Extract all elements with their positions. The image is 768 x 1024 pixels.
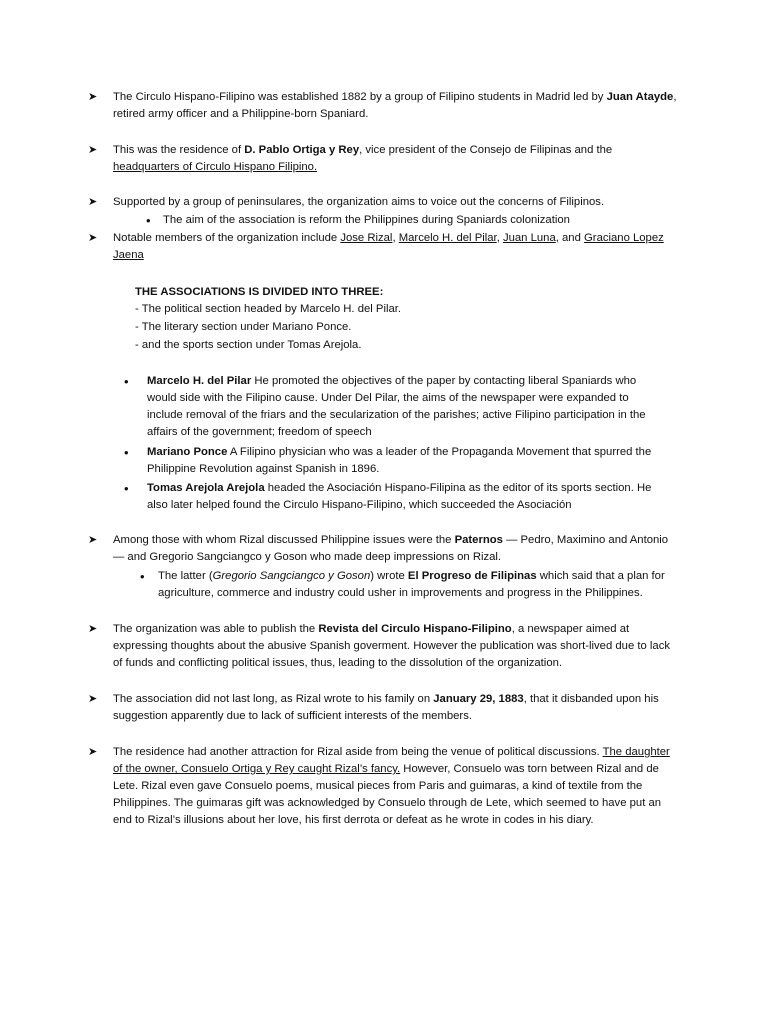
divisions-heading: THE ASSOCIATIONS IS DIVIDED INTO THREE: xyxy=(135,286,384,298)
member-luna: Juan Luna xyxy=(502,232,556,244)
paternos-bold: Paternos xyxy=(454,534,503,546)
arrow-bullet-icon: ➤ xyxy=(88,196,98,208)
progreso-title: El Progreso de Filipinas xyxy=(407,570,537,582)
owner-name: D. Pablo Ortiga y Rey xyxy=(244,144,360,156)
consuelo-underlined: The daughter of the owner, Consuelo Ortiga y Rey caught Rizal’s fancy. xyxy=(113,746,670,775)
member-arejola-entry: Tomas Arejola Arejola headed the Asociación Hispano-Filipina as the editor of its sports section. He also later helped found the Circulo Hispano-Filipino, which succeeded the Asociación xyxy=(147,482,652,511)
round-bullet-icon: • xyxy=(124,374,129,389)
round-bullet-icon: • xyxy=(124,445,129,460)
paragraph-residence: This was the residence of D. Pablo Ortiga y Rey, vice president of the Consejo de Filipinas and the headquarters of Circulo Hispano Filipino. xyxy=(113,144,613,173)
round-bullet-icon: • xyxy=(140,569,145,584)
paragraph-members: Notable members of the organization include Jose Rizal, Marcelo H. del Pilar, Juan Luna, and Graciano Lopez Jaena xyxy=(113,232,664,261)
arrow-bullet-icon: ➤ xyxy=(88,144,98,156)
round-bullet-icon: • xyxy=(146,213,151,228)
paragraph-supported: Supported by a group of peninsulares, the organization aims to voice out the concerns of Filipinos. xyxy=(113,196,605,208)
paragraph-paternos: Among those with whom Rizal discussed Philippine issues were the Paternos — Pedro, Maximino and Antonio — and Gregorio Sangciangco y Goson who made deep impressions on Rizal. xyxy=(113,534,669,563)
paragraph-aim: The aim of the association is reform the Philippines during Spaniards colonization xyxy=(163,214,570,226)
round-bullet-icon: • xyxy=(124,481,129,496)
arrow-bullet-icon: ➤ xyxy=(88,693,98,705)
arrow-bullet-icon: ➤ xyxy=(88,534,98,546)
paragraph-consuelo: The residence had another attraction for Rizal aside from being the venue of political discussions. The daughter of the owner, Consuelo Ortiga y Rey caught Rizal’s fancy. However, Consuelo was torn between Rizal and de Lete. Rizal even gave Consuelo poems, musical pieces from Paris and guimaras, a kind of textile from the Philippines. The guimaras gift was acknowledged by Consuelo through de Lete, which seemed to have put an end to Rizal’s illusions about her love, his first derrota or defeat as he wrote in codes in his diary. xyxy=(113,746,670,826)
founder-name: Juan Atayde xyxy=(606,91,674,103)
paragraph-revista: The organization was able to publish the Revista del Circulo Hispano-Filipino, a newspaper aimed at expressing thoughts about the abusive Spanish goverment. However the publication was short-lived due to lack of funds and conflicting political issues, thus, leading to the dissolution of the organization. xyxy=(113,623,671,669)
member-del-pilar-entry: Marcelo H. del Pilar He promoted the objectives of the paper by contacting liberal Spaniards who would side with the Filipino cause. Under Del Pilar, the aims of the newspaper were expanded to include removal of the friars and the secularization of the parishes; active Filipino participation in the affairs of the government; freedom of speech xyxy=(147,375,646,438)
arrow-bullet-icon: ➤ xyxy=(88,232,98,244)
paragraph-founding: The Circulo Hispano-Filipino was established 1882 by a group of Filipino students in Madrid led by Juan Atayde, retired army officer and a Philippine-born Spaniard. xyxy=(113,91,677,120)
arrow-bullet-icon: ➤ xyxy=(88,623,98,635)
division-item: - The political section headed by Marcelo H. del Pilar. xyxy=(135,303,402,315)
division-item: - The literary section under Mariano Ponce. xyxy=(135,321,352,333)
member-del-pilar: Marcelo H. del Pilar xyxy=(398,232,497,244)
revista-title: Revista del Circulo Hispano-Filipino xyxy=(318,623,512,635)
disband-date: January 29, 1883 xyxy=(433,693,524,705)
paragraph-disbanded: The association did not last long, as Rizal wrote to his family on January 29, 1883, that it disbanded upon his suggestion apparently due to lack of sufficient interests of the members. xyxy=(113,693,659,722)
member-rizal: Jose Rizal xyxy=(340,232,393,244)
headquarters-underlined: headquarters of Circulo Hispano Filipino. xyxy=(113,161,318,173)
paragraph-progreso: The latter (Gregorio Sangciangco y Goson) wrote El Progreso de Filipinas which said that a plan for agriculture, commerce and industry could usher in improvements and progress in the Philippines. xyxy=(158,570,665,599)
division-item: - and the sports section under Tomas Arejola. xyxy=(135,339,362,351)
arrow-bullet-icon: ➤ xyxy=(88,746,98,758)
member-jaena: Graciano Lopez Jaena xyxy=(113,232,664,261)
member-ponce-entry: Mariano Ponce A Filipino physician who was a leader of the Propaganda Movement that spurred the Philippine Revolution against Spanish in 1896. xyxy=(147,446,652,475)
arrow-bullet-icon: ➤ xyxy=(88,91,98,103)
